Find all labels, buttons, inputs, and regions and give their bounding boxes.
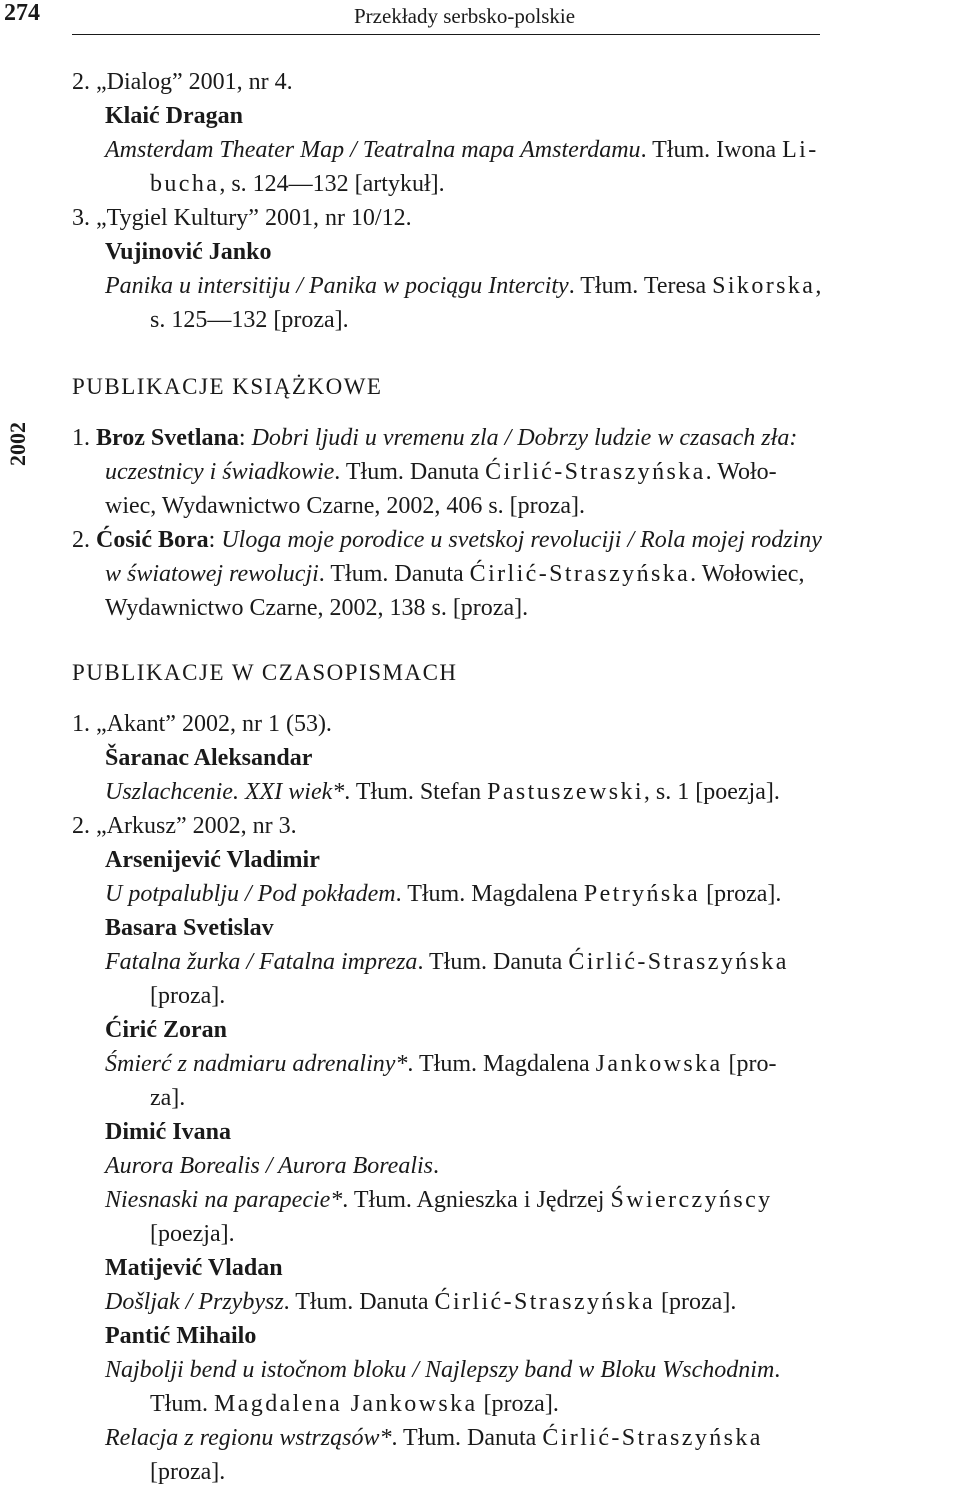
running-title: Przekłady serbsko-polskie xyxy=(354,4,576,28)
entry-line: wiec, Wydawnictwo Czarne, 2002, 406 s. [proza]. xyxy=(105,493,585,519)
entry-line: w światowej rewolucji. Tłum. Danuta Ćirlić-Straszyńska. Wołowiec, xyxy=(105,561,805,587)
entry-line: Niesnaski na parapecie*. Tłum. Agnieszka i Jędrzej Świerczyńscy xyxy=(105,1187,773,1213)
entry-line: uczestnicy i świadkowie. Tłum. Danuta Ćirlić-Straszyńska. Woło- xyxy=(105,459,777,485)
entry-source: 2. „Dialog” 2001, nr 4. xyxy=(72,69,293,95)
page-number: 274 xyxy=(4,0,40,26)
entry-author: Vujinović Janko xyxy=(105,239,272,265)
entry-line: Došljak / Przybysz. Tłum. Danuta Ćirlić-Straszyńska [proza]. xyxy=(105,1289,737,1315)
entry-author: Matijević Vladan xyxy=(105,1255,283,1281)
entry-line: [proza]. xyxy=(150,983,226,1009)
entry-line: Śmierć z nadmiaru adrenaliny*. Tłum. Magdalena Jankowska [pro- xyxy=(105,1051,777,1077)
section-heading-books: PUBLIKACJE KSIĄŻKOWE xyxy=(72,374,383,399)
entry-author: Dimić Ivana xyxy=(105,1119,231,1145)
entry-line: U potpalublju / Pod pokładem. Tłum. Magdalena Petryńska [proza]. xyxy=(105,881,782,907)
entry-author: Šaranac Aleksandar xyxy=(105,745,313,771)
entry-line: Panika u intersitiju / Panika w pociągu Intercity. Tłum. Teresa Sikorska, xyxy=(105,273,822,299)
entry-line: Amsterdam Theater Map / Teatralna mapa Amsterdamu. Tłum. Iwona Li- xyxy=(105,137,819,163)
entry-line: [poezja]. xyxy=(150,1221,235,1247)
entry-author: Basara Svetislav xyxy=(105,915,274,941)
entry-line: [proza]. xyxy=(150,1459,226,1485)
entry-line: 2. Ćosić Bora: Uloga moje porodice u svetskoj revoluciji / Rola mojej rodziny xyxy=(72,527,822,553)
entry-line: Aurora Borealis / Aurora Borealis. xyxy=(105,1153,440,1179)
entry-source: 2. „Arkusz” 2002, nr 3. xyxy=(72,813,297,839)
entry-line: Fatalna žurka / Fatalna impreza. Tłum. Danuta Ćirlić-Straszyńska xyxy=(105,949,789,975)
entry-source: 1. „Akant” 2002, nr 1 (53). xyxy=(72,711,332,737)
entry-author: Ćirić Zoran xyxy=(105,1017,227,1043)
entry-source: 3. „Tygiel Kultury” 2001, nr 10/12. xyxy=(72,205,412,231)
side-year-tab: 2002 xyxy=(5,422,30,466)
entry-line: za]. xyxy=(150,1085,186,1111)
entry-author: Klaić Dragan xyxy=(105,103,243,129)
entry-line: Najbolji bend u istočnom bloku / Najlepszy band w Bloku Wschodnim. xyxy=(105,1357,781,1383)
entry-author: Pantić Mihailo xyxy=(105,1323,257,1349)
header-rule xyxy=(72,34,820,35)
entry-line: Tłum. Magdalena Jankowska [proza]. xyxy=(150,1391,559,1417)
entry-line: Uszlachcenie. XXI wiek*. Tłum. Stefan Pastuszewski, s. 1 [poezja]. xyxy=(105,779,780,805)
entry-author: Arsenijević Vladimir xyxy=(105,847,320,873)
entry-line: bucha, s. 124—132 [artykuł]. xyxy=(150,171,445,197)
entry-line: s. 125—132 [proza]. xyxy=(150,307,349,333)
entry-line: Wydawnictwo Czarne, 2002, 138 s. [proza]. xyxy=(105,595,529,621)
entry-line: Relacja z regionu wstrząsów*. Tłum. Danuta Ćirlić-Straszyńska xyxy=(105,1425,763,1451)
entry-line: 1. Broz Svetlana: Dobri ljudi u vremenu zla / Dobrzy ludzie w czasach zła: xyxy=(72,425,798,451)
section-heading-journals: PUBLIKACJE W CZASOPISMACH xyxy=(72,660,458,685)
